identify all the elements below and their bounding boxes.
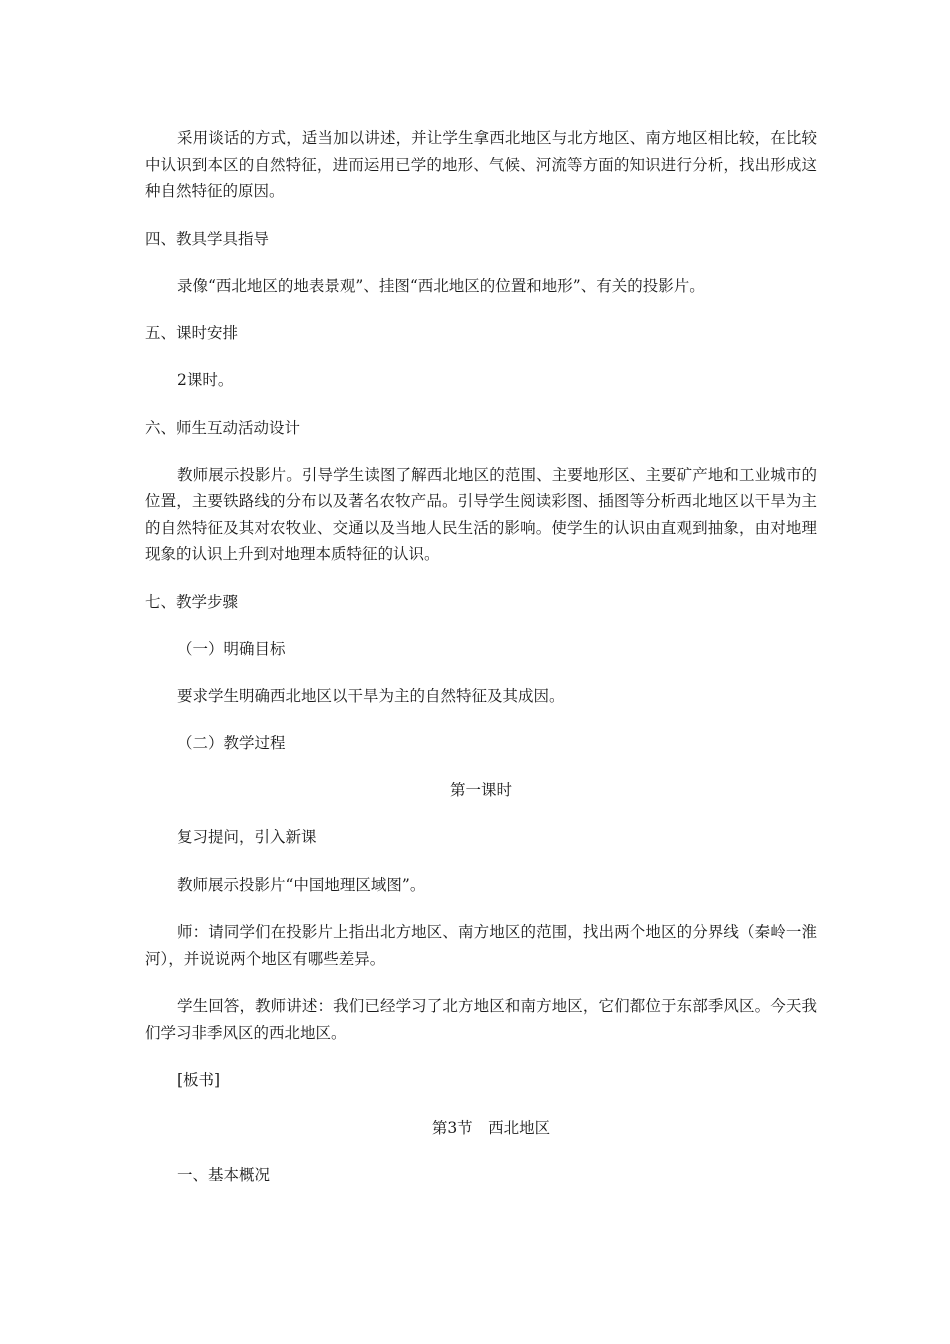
board-label: [板书]	[177, 1071, 221, 1089]
paragraph-teacher-question: 师：请同学们在投影片上指出北方地区、南方地区的范围，找出两个地区的分界线（秦岭一淮河），并说说两个地区有哪些差异。	[145, 923, 817, 968]
heading-teaching-aids: 四、教具学具指导	[145, 229, 270, 248]
paragraph-teaching-aids: 录像“西北地区的地表景观”、挂图“西北地区的位置和地形”、有关的投影片。	[177, 276, 705, 295]
paragraph-student-answer: 学生回答，教师讲述：我们已经学习了北方地区和南方地区，它们都位于东部季风区。今天我们学习非季风区的西北地区。	[145, 997, 817, 1042]
subheading-overview: 一、基本概况	[177, 1165, 271, 1184]
paragraph-review: 复习提问，引入新课	[177, 828, 317, 846]
heading-schedule: 五、课时安排	[145, 324, 239, 342]
paragraph-goals: 要求学生明确西北地区以干旱为主的自然特征及其成因。	[177, 686, 565, 705]
paragraph-interaction: 教师展示投影片。引导学生读图了解西北地区的范围、主要地形区、主要矿产地和工业城市的位置，主要铁路线的分布以及著名农牧产品。引导学生阅读彩图、插图等分析西北地区以干旱为主的自然特征及其对农牧业、交通以及当地人民生活的影响。使学生的认识由直观到抽象，由对地理现象的认识上升到对地理本质特征的认识。	[145, 465, 817, 563]
subheading-goals: （一）明确目标	[177, 639, 286, 658]
document-page	[145, 125, 817, 1209]
heading-teaching-steps: 七、教学步骤	[145, 592, 239, 611]
lesson-title: 第一课时	[449, 781, 512, 799]
subheading-process: （二）教学过程	[177, 734, 286, 752]
heading-interaction: 六、师生互动活动设计	[145, 418, 301, 437]
paragraph-projection: 教师展示投影片“中国地理区域图”。	[177, 875, 426, 894]
section-title: 第3节 西北地区	[431, 1118, 551, 1137]
paragraph-schedule: 2课时。	[177, 371, 234, 389]
paragraph-method: 采用谈话的方式，适当加以讲述，并让学生拿西北地区与北方地区、南方地区相比较，在比较中认识到本区的自然特征，进而运用已学的地形、气候、河流等方面的知识进行分析，找出形成这种自然特征的原因。	[145, 129, 817, 200]
